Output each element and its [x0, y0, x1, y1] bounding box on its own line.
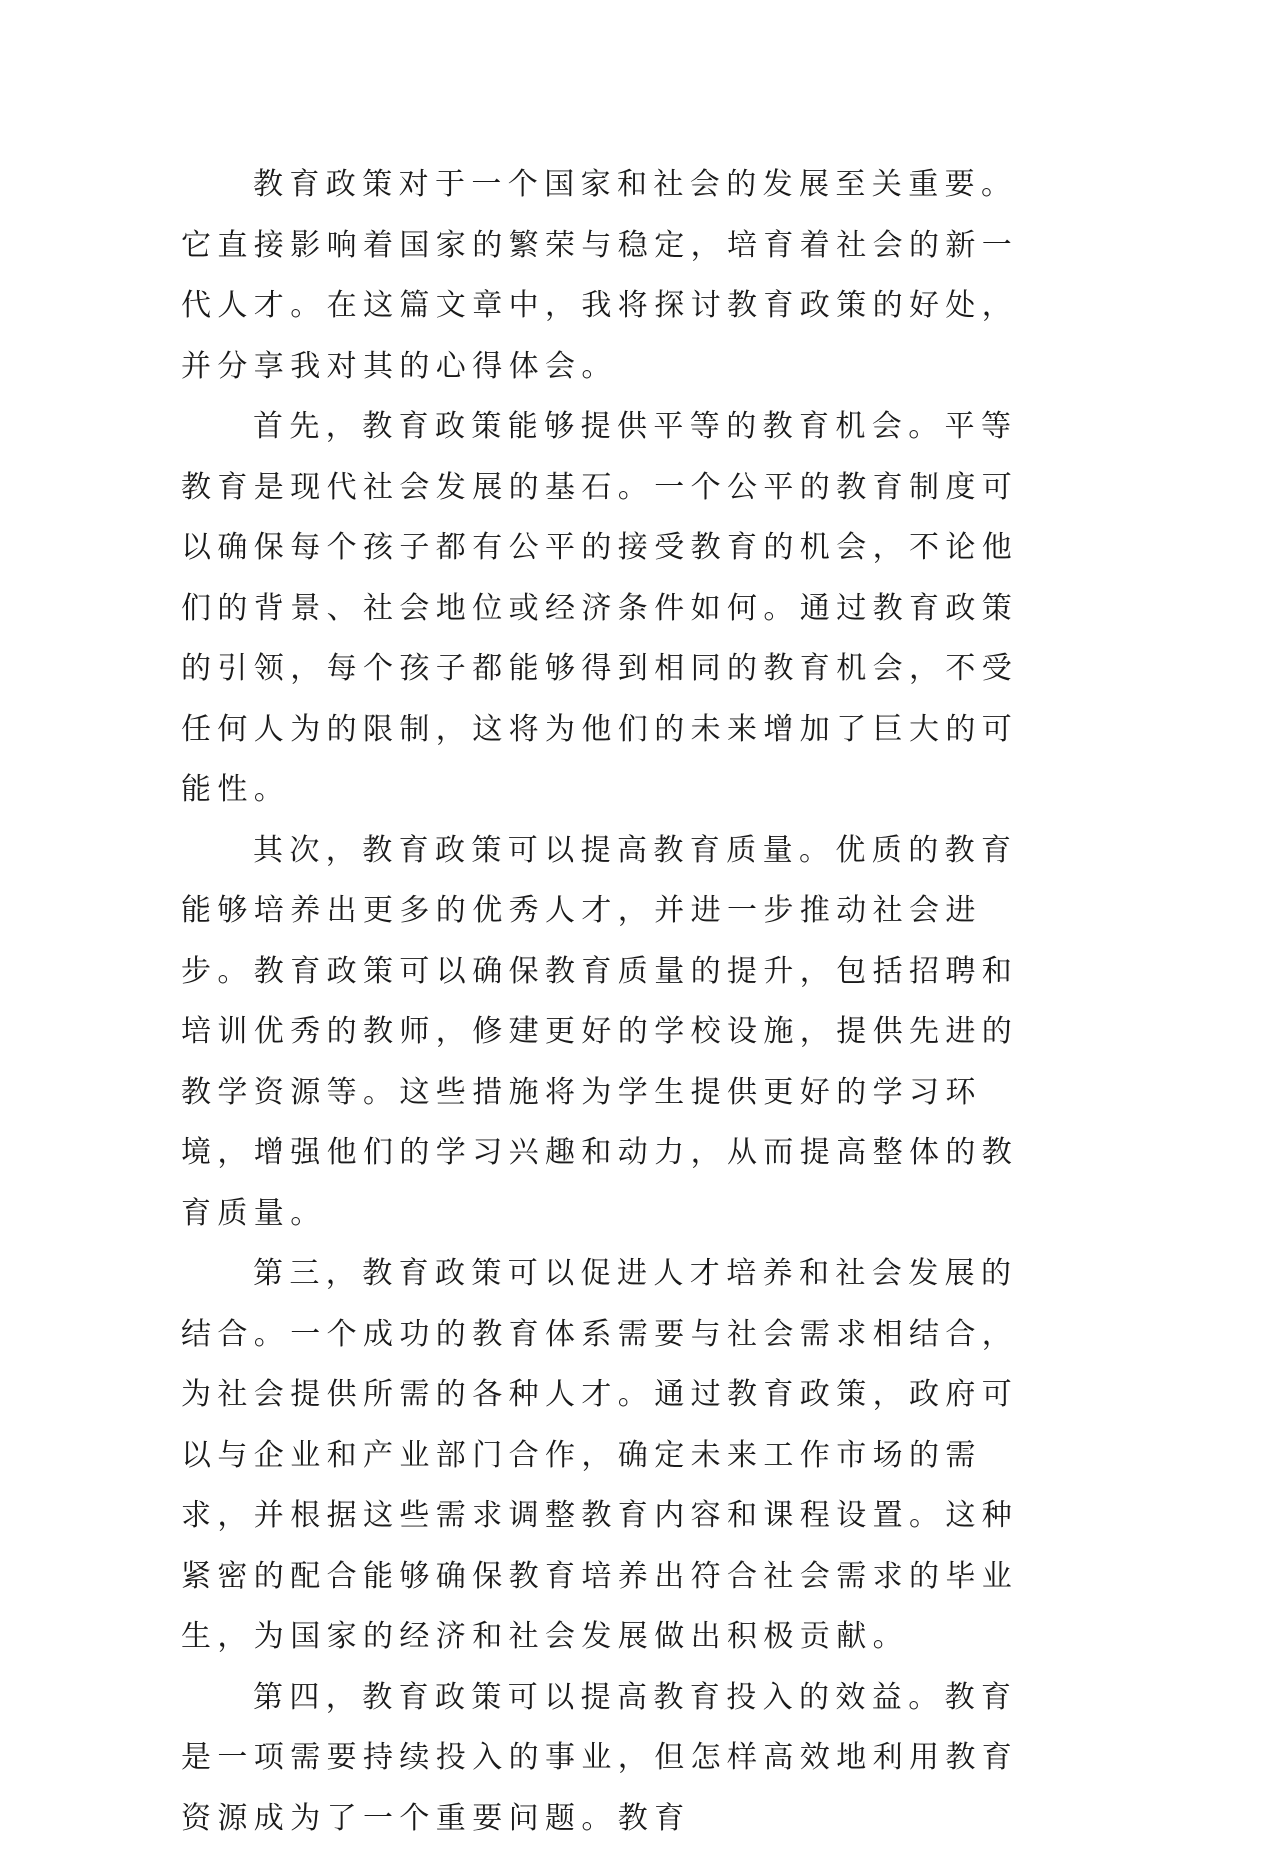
paragraph-third-point: 第三，教育政策可以促进人才培养和社会发展的结合。一个成功的教育体系需要与社会需求相结合，为社会提供所需的各种人才。通过教育政策，政府可以与企业和产业部门合作，确定未来工作市场的需求，并根据这些需求调整教育内容和课程设置。这种紧密的配合能够确保教育培养出符合社会需求的毕业生，为国家的经济和社会发展做出积极贡献。 [181, 1244, 1031, 1668]
document-body [181, 155, 1031, 1849]
paragraph-fourth-point: 第四，教育政策可以提高教育投入的效益。教育是一项需要持续投入的事业，但怎样高效地利用教育资源成为了一个重要问题。教育 [181, 1668, 1031, 1849]
paragraph-intro: 教育政策对于一个国家和社会的发展至关重要。它直接影响着国家的繁荣与稳定，培育着社会的新一代人才。在这篇文章中，我将探讨教育政策的好处，并分享我对其的心得体会。 [181, 155, 1031, 397]
paragraph-first-point: 首先，教育政策能够提供平等的教育机会。平等教育是现代社会发展的基石。一个公平的教育制度可以确保每个孩子都有公平的接受教育的机会，不论他们的背景、社会地位或经济条件如何。通过教育政策的引领，每个孩子都能够得到相同的教育机会，不受任何人为的限制，这将为他们的未来增加了巨大的可能性。 [181, 397, 1031, 821]
paragraph-second-point: 其次，教育政策可以提高教育质量。优质的教育能够培养出更多的优秀人才，并进一步推动社会进步。教育政策可以确保教育质量的提升，包括招聘和培训优秀的教师，修建更好的学校设施，提供先进的教学资源等。这些措施将为学生提供更好的学习环境，增强他们的学习兴趣和动力，从而提高整体的教育质量。 [181, 821, 1031, 1245]
